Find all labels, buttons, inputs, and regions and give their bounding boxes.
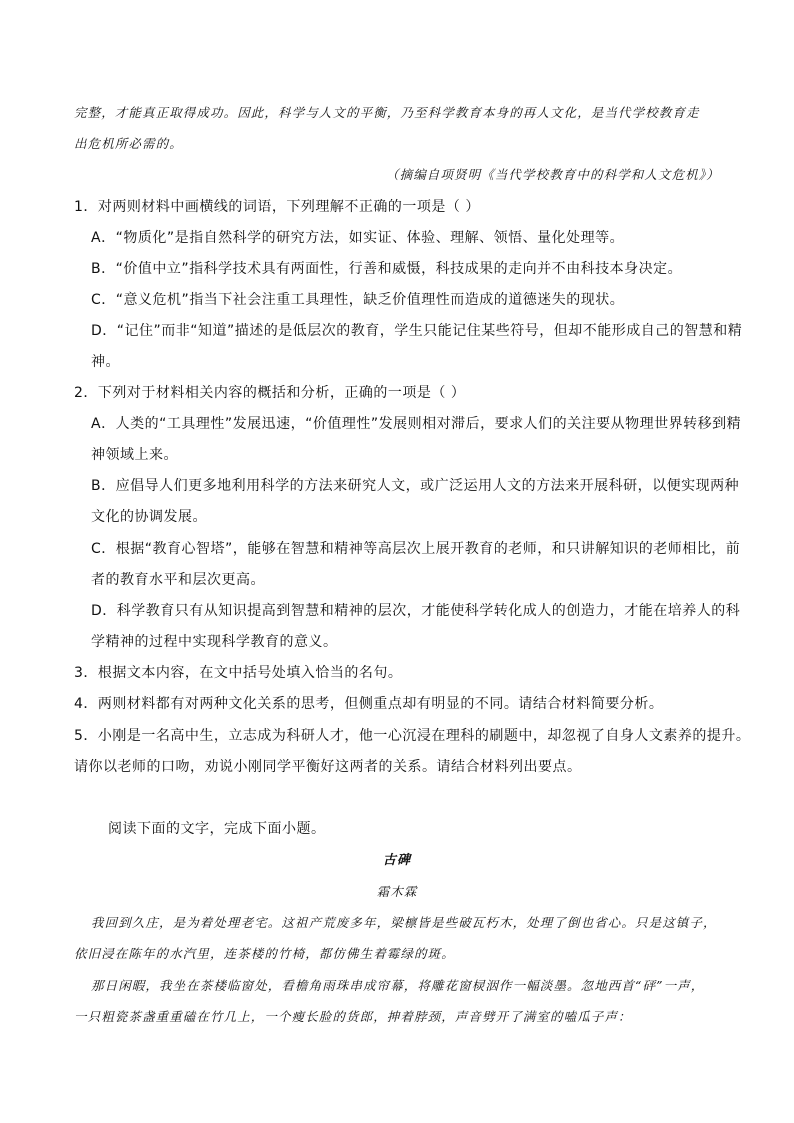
question-2-option-b-line-1: B．应倡导人们更多地利用科学的方法来研究人文，或广泛运用人文的方法来开展科研，以便实现两种 <box>91 478 740 494</box>
question-1-option-c: C．“意义危机”指当下社会注重工具理性，缺乏价值理性而造成的道德迷失的现状。 <box>91 292 625 308</box>
excerpt-line-2: 出危机所必需的。 <box>74 136 183 151</box>
question-1-option-a: A．“物质化”是指自然科学的研究方法，如实证、体验、理解、领悟、量化处理等。 <box>91 230 625 246</box>
question-1-option-b: B．“价值中立”指科学技术具有两面性，行善和威慑，科技成果的走向并不由科技本身决定。 <box>91 261 683 277</box>
question-3: 3．根据文本内容，在文中括号处填入恰当的名句。 <box>74 665 403 681</box>
question-2-stem: 2．下列对于材料相关内容的概括和分析，正确的一项是（ ） <box>74 385 466 401</box>
excerpt-source: （摘编自项贤明《当代学校教育中的科学和人文危机》） <box>386 167 720 182</box>
question-2-option-d-line-1: D．科学教育只有从知识提高到智慧和精神的层次，才能使科学转化成人的创造力，才能在培养人的科 <box>91 603 741 619</box>
reading-instruction: 阅读下面的文字，完成下面小题。 <box>108 821 326 837</box>
question-5-line-1: 5．小刚是一名高中生，立志成为科研人才，他一心沉浸在理科的刷题中，却忽视了自身人文素养的提升。 <box>74 728 751 744</box>
question-2-option-c-line-1: C．根据“教育心智塔”，能够在智慧和精神等高层次上展开教育的老师，和只讲解知识的老师相比，前 <box>91 541 741 557</box>
question-2-option-c-line-2: 者的教育水平和层次更高。 <box>91 572 265 588</box>
question-1-option-d-line-2: 神。 <box>91 354 120 370</box>
question-4: 4．两则材料都有对两种文化关系的思考，但侧重点却有明显的不同。请结合材料简要分析。 <box>74 696 664 712</box>
story-author: 霜木霖 <box>376 884 418 899</box>
question-2-option-d-line-2: 学精神的过程中实现科学教育的意义。 <box>91 634 338 650</box>
story-paragraph-2-line-1: 那日闲暇，我坐在茶楼临窗处，看檐角雨珠串成帘幕，将雕花窗棂洇作一幅淡墨。忽地西首“砰”一声， <box>91 978 705 993</box>
story-paragraph-1-line-1: 我回到久庄，是为着处理老宅。这祖产荒废多年，梁檩皆是些破瓦朽木，处理了倒也省心。只是这镇子， <box>91 915 717 930</box>
question-2-option-a-line-2: 神领域上来。 <box>91 447 178 463</box>
question-1-option-d-line-1: D．“记住”而非“知道”描述的是低层次的教育，学生只能记住某些符号，但却不能形成自己的智慧和精 <box>91 323 743 339</box>
excerpt-line-1: 完整，才能真正取得成功。因此，科学与人文的平衡，乃至科学教育本身的再人文化，是当代学校教育走 <box>74 105 700 120</box>
question-5-line-2: 请你以老师的口吻，劝说小刚同学平衡好这两者的关系。请结合材料列出要点。 <box>74 759 582 775</box>
story-paragraph-1-line-2: 依旧浸在陈年的水汽里，连茶楼的竹椅，都仿佛生着霉绿的斑。 <box>74 946 455 961</box>
question-2-option-a-line-1: A．人类的“工具理性”发展迅速，“价值理性”发展则相对滞后，要求人们的关注要从物理世界转移到精 <box>91 416 742 432</box>
story-title: 古碑 <box>382 853 412 868</box>
question-2-option-b-line-2: 文化的协调发展。 <box>91 509 207 525</box>
story-paragraph-2-line-2: 一只粗瓷茶盏重重磕在竹几上，一个瘦长脸的货郎，抻着脖颈，声音劈开了满室的嗑瓜子声： <box>74 1009 632 1024</box>
question-1-stem: 1．对两则材料中画横线的词语，下列理解不正确的一项是（ ） <box>74 199 480 215</box>
